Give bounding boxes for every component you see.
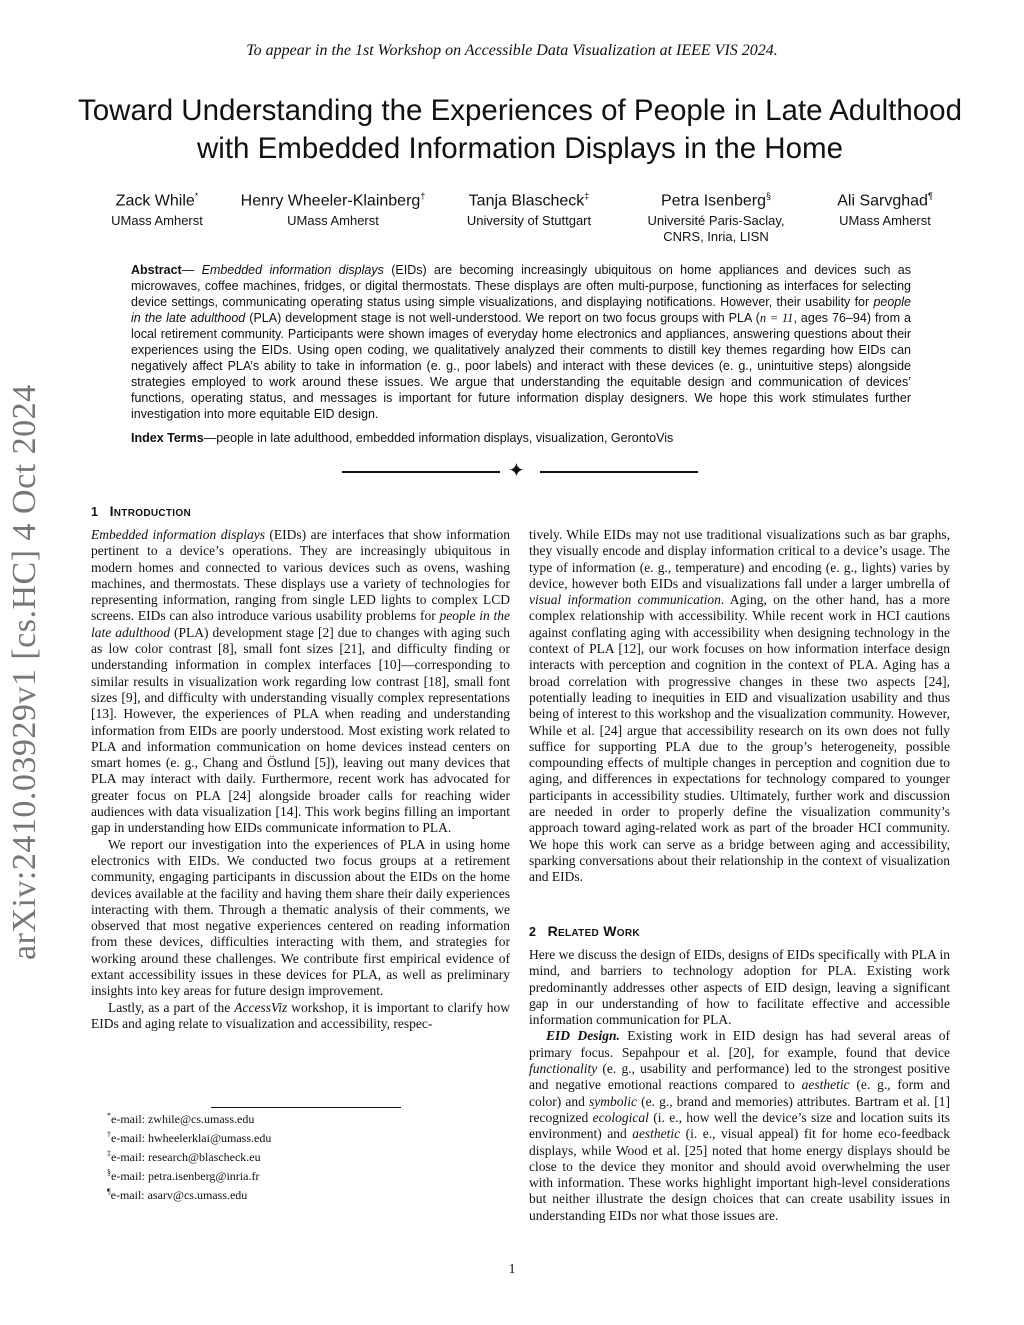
- title-line-2: with Embedded Information Displays in the Home: [196, 132, 844, 165]
- left-column: [91, 527, 510, 1032]
- abstract-text-2: (PLA) development stage is not well-understood. We report on two focus groups with PLA (: [245, 311, 760, 325]
- footnote: §e-mail: petra.isenberg@inria.fr: [107, 1168, 260, 1183]
- venue-header: To appear in the 1st Workshop on Accessible Data Visualization at IEEE VIS 2024.: [246, 42, 778, 59]
- author-affiliation-line-2: CNRS, Inria, LISN: [663, 229, 769, 245]
- author-affiliation: UMass Amherst: [287, 213, 379, 229]
- section-1-heading: [91, 503, 191, 519]
- page-number: 1: [508, 1262, 516, 1277]
- footnote: ¶e-mail: asarv@cs.umass.edu: [107, 1187, 248, 1202]
- rw-text: (i. e., how well the device’s size and location suits its environment) and: [529, 1109, 950, 1142]
- divider-line-right: [540, 471, 698, 473]
- author-affiliation: University of Stuttgart: [466, 213, 592, 229]
- index-terms-text: —people in late adulthood, embedded information displays, visualization, GerontoVis: [203, 431, 674, 445]
- rw-text: Existing work in EID design has had several areas of primary focus. Sepahpour et al. [20], for example, found that device: [529, 1028, 951, 1060]
- author-mark: †: [420, 191, 426, 201]
- intro-text: workshop, it is important to clarify how EIDs and aging relate to visualization and accessibility, respec-: [91, 999, 510, 1031]
- rw-em: ecological: [592, 1109, 649, 1125]
- section-title: Related Work: [547, 923, 640, 939]
- intro-paragraph-3: [91, 1000, 510, 1033]
- abstract-text-1: (EIDs) are becoming increasingly ubiquitous on home appliances and devices such as microwaves, coffee machines, fridges, or digital thermostats. These displays are often multi-purpose, functioning as interfaces for selecting device settings, communicating operating status using simple visualizations, and displaying notifications. However, their usability for: [131, 263, 911, 309]
- intro-paragraph-2: We report our investigation into the experiences of PLA in using home electronics with EIDs. We conducted two focus groups at a retirement community, engaging participants in discussion about the EIDs on the home devices available at the facility and having them share their daily experiences interacting with them. Through a thematic analysis of their comments, we observed that most negative experiences centered on reading information from these devices, difficulties interacting with them, and strategies for working around these challenges. We contribute first empirical evidence of extant accessibility issues in these devices for PLA, as well as preliminary insights into key areas for future design improvement.: [91, 836, 510, 999]
- index-terms-label: Index Terms: [131, 431, 204, 445]
- author-3: [424, 186, 634, 229]
- author-name: Henry Wheeler-Klainberg: [240, 192, 421, 210]
- footnote: *e-mail: zwhile@cs.umass.edu: [107, 1111, 255, 1126]
- author-mark: ‡: [584, 191, 590, 201]
- arxiv-stamp: arXiv:2410.03929v1 [cs.HC] 4 Oct 2024: [6, 384, 43, 960]
- abstract-dash: —: [181, 263, 195, 277]
- abstract-text-3: , ages 76–94) from a local retirement community. Participants were shown images of everyday home electronics and appliances, answering questions about their experiences using the EIDs. Using open coding, we qualitatively analyzed their comments to distill key themes regarding how EIDs can negatively affect PLA’s ability to take in information (e. g., poor labels) and interact with these devices (e. g., unintuitive steps) alongside strategies employed to work around these issues. We argue that understanding the equitable design and communication of devices’ functions, operating status, and messages is important for future information display designers. We hope this work stimulates further investigation into more equitable EID design.: [131, 311, 911, 421]
- section-number: 1: [91, 505, 99, 519]
- intro-text: (EIDs) are interfaces that show information pertinent to a device’s operations. They are increasingly ubiquitous in modern homes and connected to various devices such as ovens, washing machines, and thermostats. These displays use a variety of technologies for representing information, ranging from single LED lights to complex LCD screens. EIDs can also introduce various usability problems for: [91, 527, 510, 624]
- intro-text: Lastly, as a part of the: [108, 999, 235, 1015]
- rw-em: functionality: [529, 1061, 598, 1077]
- author-name: Tanja Blascheck: [468, 192, 585, 210]
- author-2: [228, 186, 438, 229]
- footnote: ‡e-mail: research@blascheck.eu: [107, 1149, 261, 1164]
- intro-em: visual information communication: [529, 592, 721, 608]
- rw-em: aesthetic: [801, 1077, 850, 1093]
- section-2-heading: [529, 923, 640, 939]
- footnotes: [107, 1108, 271, 1203]
- author-name: Zack While: [115, 192, 195, 210]
- paragraph-heading: EID Design.: [546, 1028, 620, 1044]
- abstract-term-2: people in the late adulthood: [131, 295, 911, 325]
- abstract: [131, 262, 911, 422]
- rw-em: aesthetic: [632, 1126, 681, 1142]
- intro-em: Embedded information displays: [91, 527, 265, 542]
- abstract-n: n = 11: [759, 311, 794, 325]
- intro-em: AccessViz: [234, 999, 288, 1015]
- author-affiliation: Université Paris-Saclay,: [647, 213, 785, 229]
- related-work-paragraph-2: [529, 1028, 950, 1224]
- paper-title: [60, 92, 980, 168]
- section-number: 2: [529, 925, 537, 939]
- rw-em: symbolic: [588, 1093, 637, 1109]
- intro-text: . Aging, on the other hand, has a more complex relationship with accessibility. While recent work in HCI cautions against conflating aging with accessibility when designing technology in the context of PLA [12], our work focuses on how information interface design interacts with perception and cognition in the context of PLA. Aging has a broad correlation with progressive changes in these two aspects [24], potentially leading to inequities in EID and visualization usability and thus being of interest to this workshop and the visualization community. However, While et al. [24] argue that accessibility research on its own does not fully suffice for supporting PLA due to the group’s heterogeneity, possible compounding effects of multiple changes in perception and cognition due to aging, and differences in expectations for technology compared to younger participants in accessibility studies. Ultimately, further work and discussion are needed in order to properly define the visualization community’s approach toward aging-related work as part of the broader HCI community. We hope this work can serve as a bridge between aging and accessibility, sparking conversations about their relationship in the context of visualization and EIDs.: [529, 592, 950, 885]
- right-column: [529, 527, 950, 886]
- divider-line-left: [342, 471, 500, 473]
- author-name: Ali Sarvghad: [837, 192, 928, 210]
- rw-text: (e. g., form and color) and: [529, 1077, 950, 1109]
- intro-text: tively. While EIDs may not use traditional visualizations such as bar graphs, they visually encode and display information critical to a device’s usage. The type of information (e. g., temperature) and encoding (e. g., lights) varies by device, however both EIDs and visualizations fall under a larger umbrella of: [529, 527, 950, 591]
- intro-paragraph-1: [91, 527, 510, 837]
- abstract-label: Abstract: [131, 263, 182, 277]
- section-divider: [342, 462, 698, 482]
- rw-text: (i. e., visual appeal) fit for home eco-feedback displays, while Wood et al. [25] noted that home energy displays should be close to the device they monitor and should avoid overwhelming the user with information. These works highlight important high-level considerations but neither illustrate the design choices that can create usability issues in understanding EIDs nor what those issues are.: [529, 1126, 950, 1223]
- author-mark: *: [194, 191, 199, 201]
- rw-text: (e. g., usability and performance) led to the strongest positive and negative emotional reactions compared to: [529, 1061, 950, 1093]
- section-title: Introduction: [109, 503, 191, 519]
- author-mark: §: [765, 191, 771, 201]
- footnote: †e-mail: hwheelerklai@umass.edu: [107, 1130, 272, 1145]
- index-terms: [131, 430, 911, 446]
- author-affiliation: UMass Amherst: [839, 213, 931, 229]
- title-line-1: Toward Understanding the Experiences of People in Late Adulthood: [78, 94, 962, 127]
- author-5: [780, 186, 990, 229]
- abstract-term: Embedded information displays: [201, 263, 384, 277]
- rw-text: (e. g., brand and memories) attributes. Bartram et al. [1] recognized: [529, 1093, 950, 1125]
- author-mark: ¶: [927, 191, 933, 201]
- intro-continued-paragraph: [529, 527, 950, 886]
- related-work-paragraph-1: Here we discuss the design of EIDs, designs of EIDs specifically with PLA in mind, and barriers to technology adoption for PLA. Existing work predominantly addresses other aspects of EID design, leaving a significant gap in our understanding of how to facilitate effective and accessible information communication for PLA.: [529, 947, 950, 1028]
- intro-text: (PLA) development stage [2] due to changes with aging such as low color contrast [8], small font sizes [21], and difficulty finding or understanding information in complex interfaces [10]—corresponding to similar results in visualization work regarding low contrast [18], small font sizes [9], and difficulty with understanding visually complex representations [13]. However, the experiences of PLA when reading and understanding information from EIDs are poorly understood. Most existing work related to PLA and information communication on home devices instead centers on smart homes (e. g., Chang and Östlund [5]), leaving out many devices that PLA may interact with daily. Furthermore, recent work has advocated for greater focus on PLA [24] alongside broader calls for reaching wider audiences with data visualization [14]. This work begins filling an important gap in understanding how EIDs communicate information to PLA.: [91, 624, 511, 836]
- intro-em: people in the late adulthood: [91, 608, 510, 640]
- related-work-text: [529, 947, 950, 1224]
- author-name: Petra Isenberg: [661, 192, 766, 210]
- author-affiliation: UMass Amherst: [111, 213, 203, 229]
- divider-star-icon: ✦: [508, 460, 525, 482]
